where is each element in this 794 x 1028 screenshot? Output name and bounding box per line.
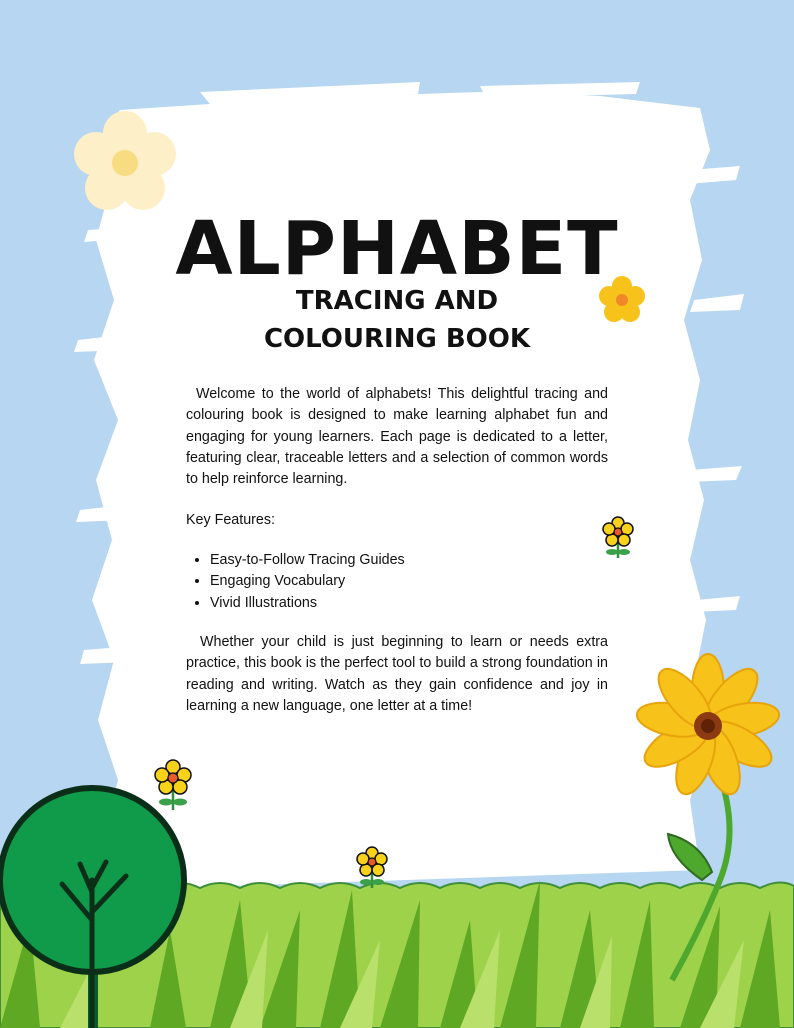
small-daisy [155,760,191,810]
title-main: ALPHABET [175,206,619,292]
key-features-list [196,550,405,614]
list-item: • Engaging Vocabulary [210,571,405,592]
intro-paragraph: Welcome to the world of alphabets! This delightful tracing and colouring book is designed to make learning alphabet fun and engaging for young learners. Each page is dedicated to a letter, featuring clear, traceable letters and a selection of common words to help reinforce learning. [186,386,608,488]
outro-paragraph: Whether your child is just beginning to learn or needs extra practice, this book is the perfect tool to build a strong foundation in reading and writing. Watch as they gain confidence and joy in learning a new language, one letter at a time! [186,634,608,714]
list-item: • Vivid Illustrations [210,593,405,614]
title-subtitle-line1: TRACING AND [295,286,499,316]
list-item: • Easy-to-Follow Tracing Guides [210,550,405,571]
small-daisy [357,847,387,888]
key-features-heading: Key Features: [186,512,275,528]
title-subtitle-line2: COLOURING BOOK [263,324,531,354]
